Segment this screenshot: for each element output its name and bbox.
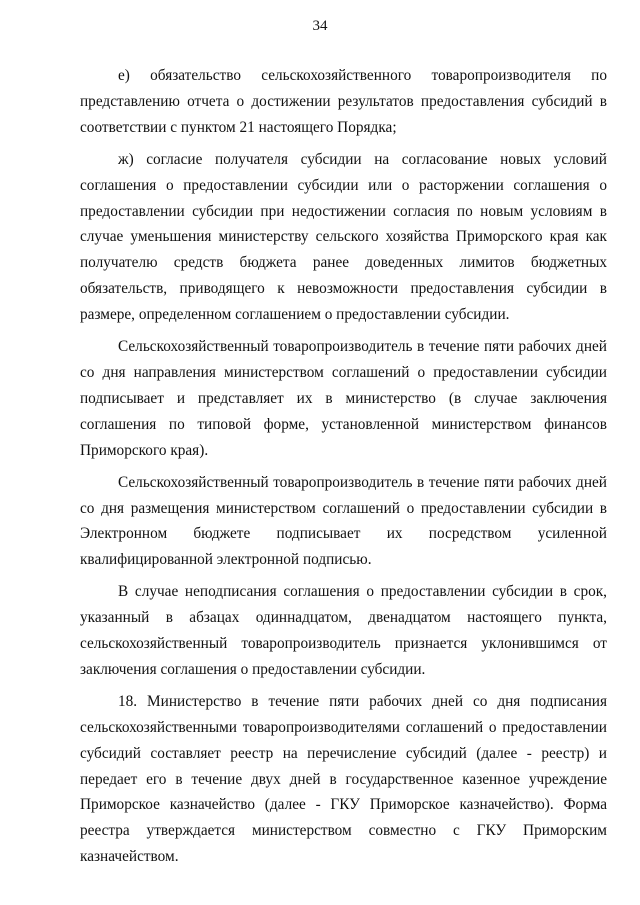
paragraph-signing-electronic-budget: Сельскохозяйственный товаропроизводитель в течение пяти рабочих дней со дня размещения министерством соглашений о предоставлении субсидии в Электронном бюджете подписывает их посредством усиленной квалифицированной электронной подписью. <box>80 473 607 569</box>
paragraph-item-18-registry: 18. Министерство в течение пяти рабочих дней со дня подписания сельскохозяйственными товаропроизводителями соглашений о предоставлении субсидий составляет реестр на перечисление субсидий (далее - реестр) и передает его в течение двух дней в государственное казенное учреждение Приморское казначейство (далее - ГКУ Приморское казначейство). Форма реестра утверждается министерством совместно с ГКУ Приморским казначейством. <box>80 692 607 866</box>
paragraph-zh-consent: ж) согласие получателя субсидии на согласование новых условий соглашения о предоставлении субсидии или о расторжении соглашения о предоставлении субсидии при недостижении согласия по новым условиям в случае уменьшения министерству сельского хозяйства Приморского края как получателю средств бюджета ранее доведенных лимитов бюджетных обязательств, приводящего к невозможности предоставления субсидии в размере, определенном соглашением о предоставлении субсидии. <box>80 150 607 324</box>
document-body <box>80 63 607 876</box>
paragraph-non-signing: В случае неподписания соглашения о предоставлении субсидии в срок, указанный в абзацах одиннадцатом, двенадцатом настоящего пункта, сельскохозяйственный товаропроизводитель признается уклонившимся от заключения соглашения о предоставлении субсидии. <box>80 583 607 678</box>
paragraph-e-report-obligation: е) обязательство сельскохозяйственного товаропроизводителя по представлению отчета о достижении результатов предоставления субсидий в соответствии с пунктом 21 настоящего Порядка; <box>80 67 607 136</box>
paragraph-signing-standard-form: Сельскохозяйственный товаропроизводитель в течение пяти рабочих дней со дня направления министерством соглашений о предоставлении субсидии подписывает и представляет их в министерство (в случае заключения соглашения по типовой форме, установленной министерством финансов Приморского края). <box>80 338 607 459</box>
page-number: 34 <box>312 18 328 34</box>
